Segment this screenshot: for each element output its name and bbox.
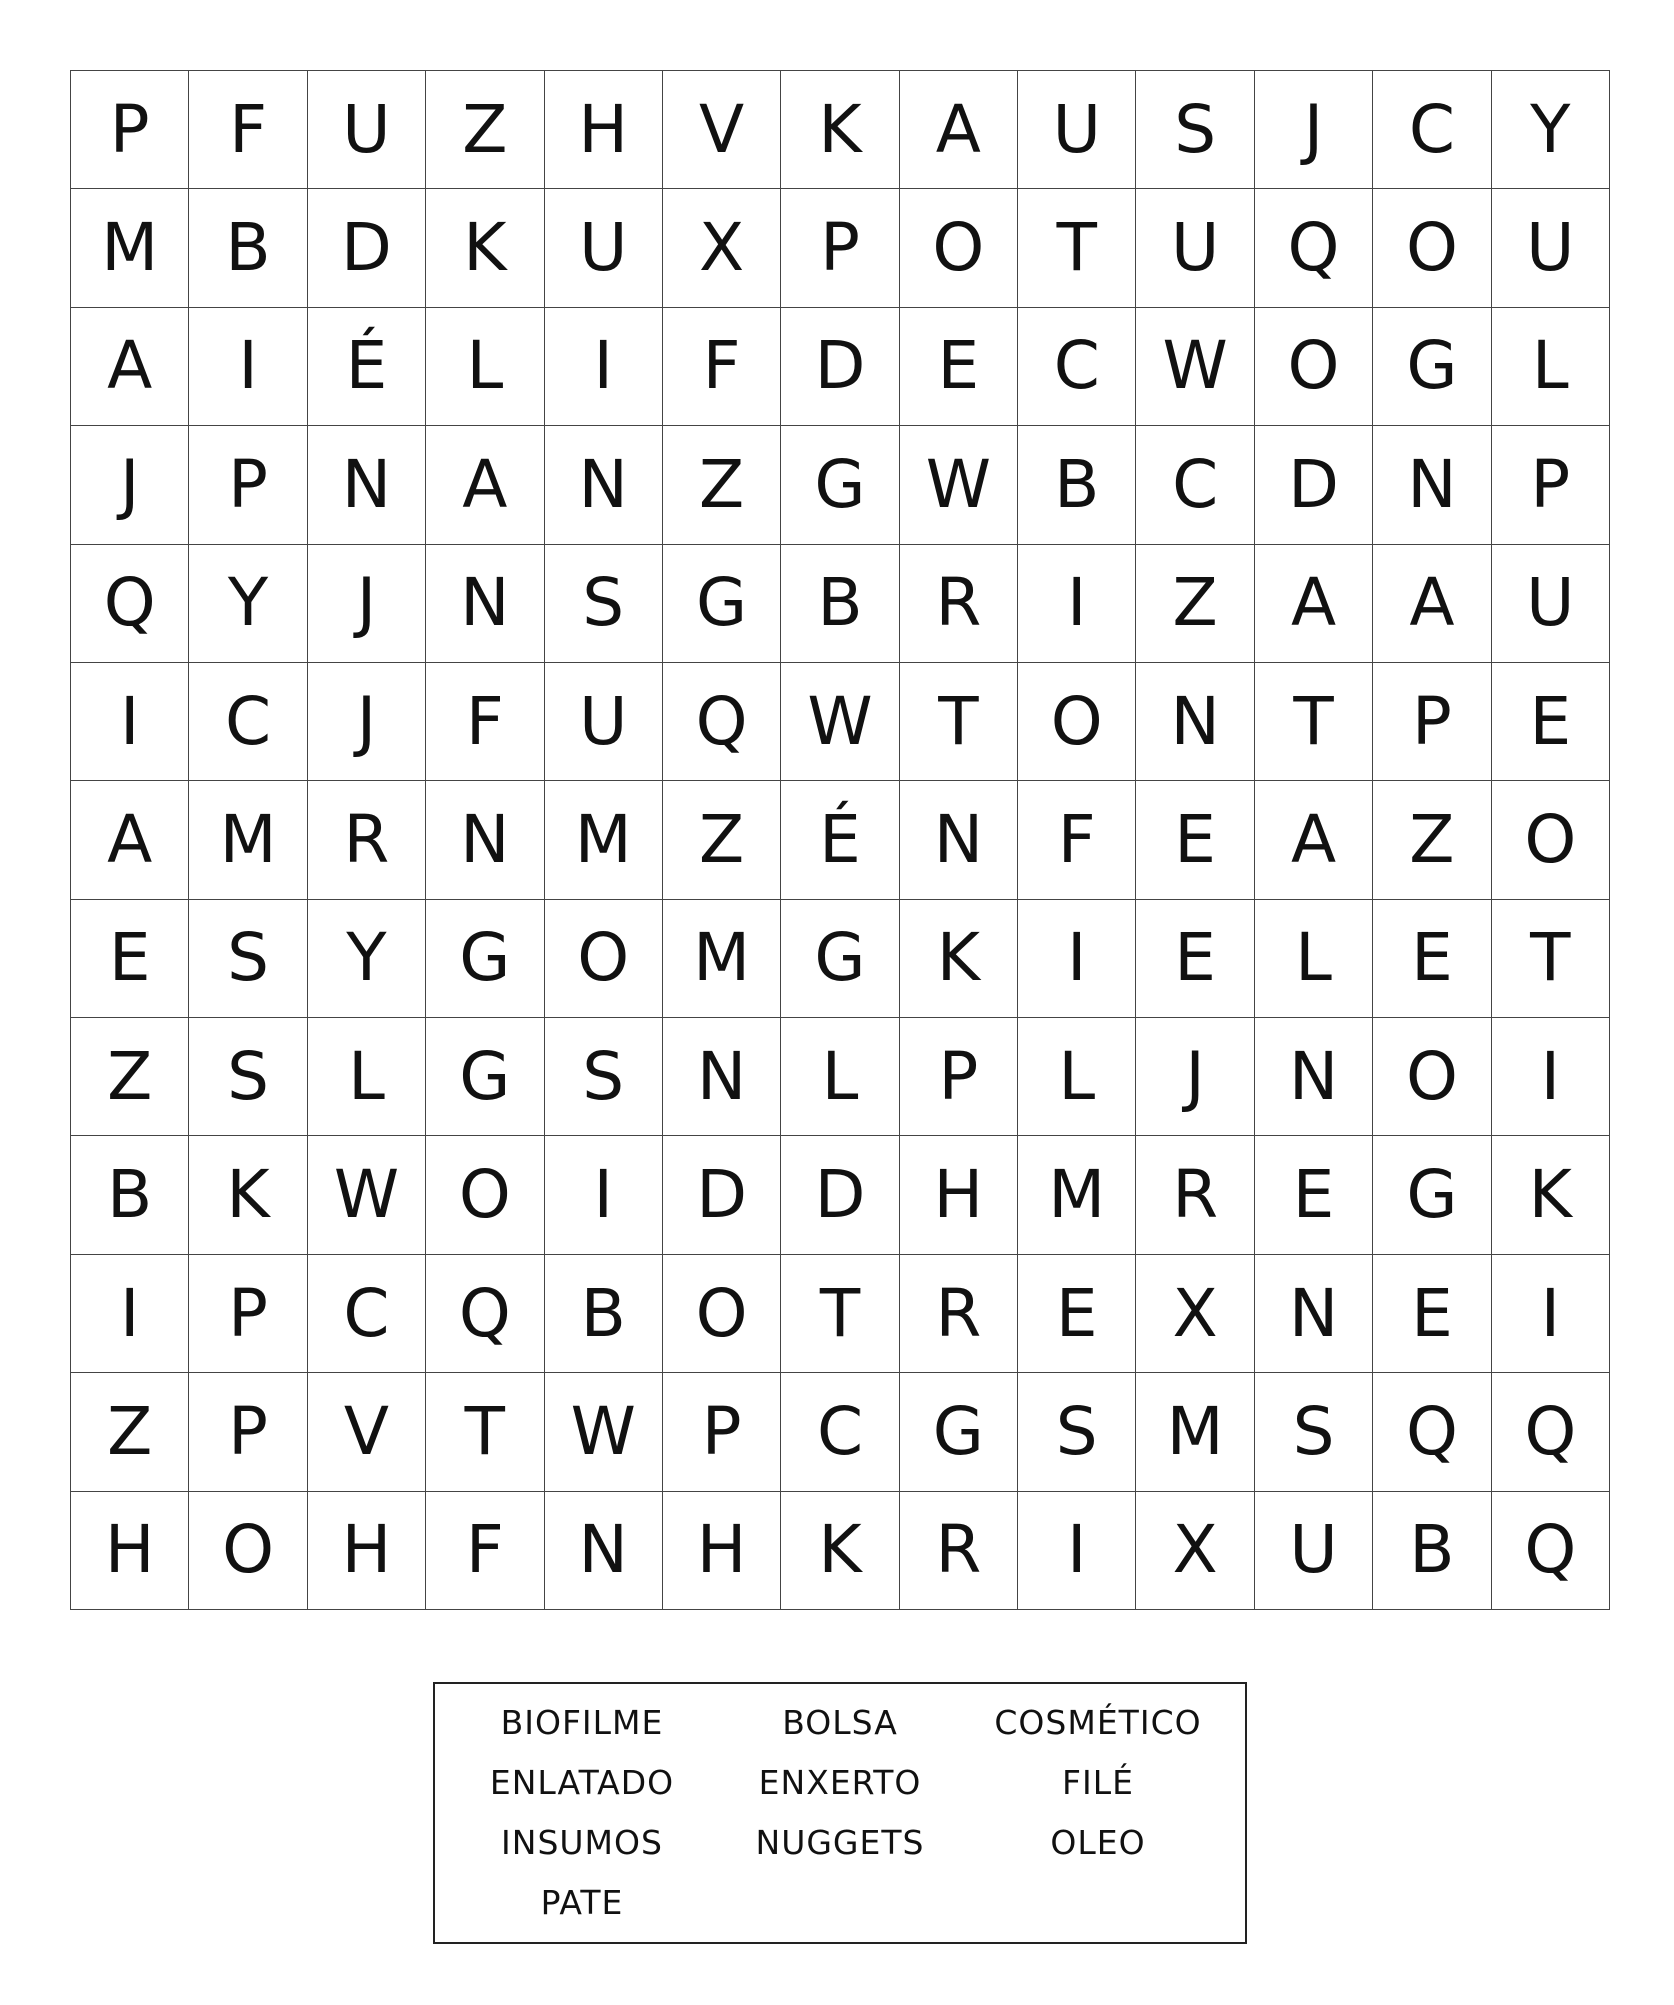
word-list-item: ENLATADO xyxy=(489,1762,675,1802)
grid-cell[interactable]: Y xyxy=(308,900,426,1018)
grid-cell[interactable]: N xyxy=(1255,1255,1373,1373)
grid-cell[interactable]: C xyxy=(1018,308,1136,426)
grid-cell[interactable]: Y xyxy=(1492,71,1610,189)
grid-cell[interactable]: M xyxy=(1018,1136,1136,1254)
grid-cell[interactable]: I xyxy=(545,308,663,426)
grid-cell[interactable]: K xyxy=(900,900,1018,1018)
grid-cell[interactable]: E xyxy=(1018,1255,1136,1373)
grid-cell[interactable]: V xyxy=(663,71,781,189)
grid-cell[interactable]: M xyxy=(545,781,663,899)
grid-cell[interactable]: T xyxy=(1492,900,1610,1018)
grid-cell[interactable]: G xyxy=(426,900,544,1018)
grid-cell[interactable]: B xyxy=(545,1255,663,1373)
grid-cell[interactable]: Z xyxy=(1136,545,1254,663)
grid-cell[interactable]: E xyxy=(1492,663,1610,781)
grid-cell[interactable]: R xyxy=(900,1255,1018,1373)
grid-cell[interactable]: É xyxy=(308,308,426,426)
grid-cell[interactable]: J xyxy=(71,426,189,544)
grid-cell[interactable]: L xyxy=(426,308,544,426)
grid-cell[interactable]: S xyxy=(189,900,307,1018)
grid-cell[interactable]: Q xyxy=(426,1255,544,1373)
grid-cell[interactable]: Q xyxy=(71,545,189,663)
grid-cell[interactable]: P xyxy=(663,1373,781,1491)
grid-cell[interactable]: Z xyxy=(663,426,781,544)
grid-cell[interactable]: N xyxy=(1136,663,1254,781)
grid-cell[interactable]: I xyxy=(1018,1492,1136,1610)
grid-cell[interactable]: I xyxy=(1018,900,1136,1018)
letter-grid xyxy=(70,70,1610,1610)
grid-cell[interactable]: M xyxy=(663,900,781,1018)
grid-cell[interactable]: A xyxy=(1373,545,1491,663)
grid-cell[interactable]: J xyxy=(1255,71,1373,189)
word-list-item: COSMÉTICO xyxy=(994,1702,1202,1742)
grid-cell[interactable]: F xyxy=(663,308,781,426)
grid-cell[interactable]: A xyxy=(426,426,544,544)
grid-cell[interactable]: H xyxy=(308,1492,426,1610)
grid-cell[interactable]: O xyxy=(1492,781,1610,899)
grid-cell[interactable]: C xyxy=(308,1255,426,1373)
grid-cell[interactable]: O xyxy=(900,189,1018,307)
grid-cell[interactable]: S xyxy=(545,1018,663,1136)
word-list-item: INSUMOS xyxy=(501,1822,663,1862)
grid-cell[interactable]: K xyxy=(426,189,544,307)
grid-cell[interactable]: J xyxy=(308,545,426,663)
grid-cell[interactable]: X xyxy=(1136,1255,1254,1373)
grid-cell[interactable]: M xyxy=(71,189,189,307)
grid-cell[interactable]: Y xyxy=(189,545,307,663)
grid-cell[interactable]: G xyxy=(900,1373,1018,1491)
grid-cell[interactable]: Q xyxy=(1255,189,1373,307)
grid-cell[interactable]: G xyxy=(781,426,899,544)
grid-cell[interactable]: R xyxy=(900,1492,1018,1610)
grid-cell[interactable]: I xyxy=(71,1255,189,1373)
grid-cell[interactable]: U xyxy=(545,189,663,307)
grid-cell[interactable]: V xyxy=(308,1373,426,1491)
grid-cell[interactable]: I xyxy=(1492,1255,1610,1373)
grid-cell[interactable]: H xyxy=(545,71,663,189)
grid-cell[interactable]: T xyxy=(781,1255,899,1373)
grid-cell[interactable]: E xyxy=(1373,1255,1491,1373)
grid-cell[interactable]: W xyxy=(900,426,1018,544)
grid-cell[interactable]: Q xyxy=(1492,1492,1610,1610)
grid-cell[interactable]: E xyxy=(71,900,189,1018)
word-list-item: BIOFILME xyxy=(500,1702,664,1742)
grid-cell[interactable]: B xyxy=(71,1136,189,1254)
grid-cell[interactable]: T xyxy=(1255,663,1373,781)
grid-cell[interactable]: A xyxy=(1255,545,1373,663)
grid-cell[interactable]: E xyxy=(1255,1136,1373,1254)
grid-cell[interactable]: I xyxy=(71,663,189,781)
grid-cell[interactable]: E xyxy=(1136,900,1254,1018)
grid-cell[interactable]: O xyxy=(545,900,663,1018)
grid-cell[interactable]: I xyxy=(1492,1018,1610,1136)
word-list-item: BOLSA xyxy=(782,1702,898,1742)
grid-cell[interactable]: L xyxy=(1018,1018,1136,1136)
grid-cell[interactable]: G xyxy=(1373,308,1491,426)
grid-cell[interactable]: A xyxy=(71,781,189,899)
grid-cell[interactable]: K xyxy=(189,1136,307,1254)
grid-cell[interactable]: D xyxy=(1255,426,1373,544)
grid-cell[interactable]: O xyxy=(1255,308,1373,426)
grid-cell[interactable]: A xyxy=(71,308,189,426)
grid-cell[interactable]: F xyxy=(189,71,307,189)
grid-cell[interactable]: O xyxy=(1373,189,1491,307)
grid-cell[interactable]: W xyxy=(545,1373,663,1491)
grid-cell[interactable]: N xyxy=(545,426,663,544)
grid-cell[interactable]: H xyxy=(663,1492,781,1610)
grid-cell[interactable]: H xyxy=(71,1492,189,1610)
grid-cell[interactable]: Q xyxy=(1373,1373,1491,1491)
word-list xyxy=(433,1682,1247,1944)
grid-cell[interactable]: A xyxy=(1255,781,1373,899)
grid-cell[interactable]: D xyxy=(308,189,426,307)
grid-cell[interactable]: U xyxy=(308,71,426,189)
grid-cell[interactable]: M xyxy=(189,781,307,899)
grid-cell[interactable]: Z xyxy=(663,781,781,899)
grid-cell[interactable]: O xyxy=(1018,663,1136,781)
grid-cell[interactable]: U xyxy=(1492,189,1610,307)
grid-cell[interactable]: P xyxy=(1373,663,1491,781)
grid-cell[interactable]: L xyxy=(1255,900,1373,1018)
grid-cell[interactable]: D xyxy=(781,1136,899,1254)
grid-cell[interactable]: L xyxy=(1492,308,1610,426)
grid-cell[interactable]: O xyxy=(1373,1018,1491,1136)
grid-cell[interactable]: É xyxy=(781,781,899,899)
grid-cell[interactable]: B xyxy=(781,545,899,663)
grid-cell[interactable]: C xyxy=(1136,426,1254,544)
grid-cell[interactable]: O xyxy=(189,1492,307,1610)
word-list-item: FILÉ xyxy=(1062,1762,1134,1802)
grid-cell[interactable]: N xyxy=(1373,426,1491,544)
word-list-item: PATE xyxy=(540,1882,624,1922)
grid-cell[interactable]: C xyxy=(781,1373,899,1491)
grid-cell[interactable]: P xyxy=(189,1373,307,1491)
grid-cell[interactable]: F xyxy=(1018,781,1136,899)
grid-cell[interactable]: Z xyxy=(1373,781,1491,899)
grid-cell[interactable]: O xyxy=(663,1255,781,1373)
grid-cell[interactable]: G xyxy=(1373,1136,1491,1254)
grid-cell[interactable]: X xyxy=(663,189,781,307)
grid-cell[interactable]: N xyxy=(1255,1018,1373,1136)
grid-cell[interactable]: B xyxy=(1373,1492,1491,1610)
grid-cell[interactable]: C xyxy=(1373,71,1491,189)
grid-cell[interactable]: T xyxy=(1018,189,1136,307)
grid-cell[interactable]: R xyxy=(308,781,426,899)
grid-cell[interactable]: J xyxy=(308,663,426,781)
grid-cell[interactable]: U xyxy=(1492,545,1610,663)
grid-cell[interactable]: L xyxy=(781,1018,899,1136)
grid-cell[interactable]: A xyxy=(900,71,1018,189)
grid-cell[interactable]: C xyxy=(189,663,307,781)
grid-cell[interactable]: U xyxy=(1136,189,1254,307)
grid-cell[interactable]: W xyxy=(781,663,899,781)
grid-cell[interactable]: U xyxy=(545,663,663,781)
grid-cell[interactable]: H xyxy=(900,1136,1018,1254)
grid-cell[interactable]: F xyxy=(426,663,544,781)
grid-cell[interactable]: K xyxy=(781,1492,899,1610)
grid-cell[interactable]: N xyxy=(900,781,1018,899)
grid-cell[interactable]: N xyxy=(545,1492,663,1610)
grid-cell[interactable]: B xyxy=(189,189,307,307)
grid-cell[interactable]: K xyxy=(781,71,899,189)
grid-cell[interactable]: N xyxy=(663,1018,781,1136)
grid-cell[interactable]: M xyxy=(1136,1373,1254,1491)
grid-cell[interactable]: S xyxy=(1255,1373,1373,1491)
grid-cell[interactable]: L xyxy=(308,1018,426,1136)
grid-cell[interactable]: E xyxy=(1373,900,1491,1018)
grid-cell[interactable]: E xyxy=(1136,781,1254,899)
grid-cell[interactable]: P xyxy=(1492,426,1610,544)
grid-cell[interactable]: D xyxy=(663,1136,781,1254)
grid-cell[interactable]: S xyxy=(189,1018,307,1136)
grid-cell[interactable]: W xyxy=(308,1136,426,1254)
grid-cell[interactable]: B xyxy=(1018,426,1136,544)
grid-cell[interactable]: J xyxy=(1136,1018,1254,1136)
grid-cell[interactable]: G xyxy=(426,1018,544,1136)
grid-cell[interactable]: Q xyxy=(663,663,781,781)
word-list-item: NUGGETS xyxy=(755,1822,925,1862)
grid-cell[interactable]: U xyxy=(1255,1492,1373,1610)
grid-cell[interactable]: S xyxy=(545,545,663,663)
grid-cell[interactable]: I xyxy=(545,1136,663,1254)
word-list-item: ENXERTO xyxy=(758,1762,922,1802)
grid-cell[interactable]: P xyxy=(900,1018,1018,1136)
grid-cell[interactable]: K xyxy=(1492,1136,1610,1254)
grid-cell[interactable]: N xyxy=(426,781,544,899)
grid-cell[interactable]: D xyxy=(781,308,899,426)
grid-cell[interactable]: U xyxy=(1018,71,1136,189)
grid-cell[interactable]: N xyxy=(426,545,544,663)
grid-cell[interactable]: O xyxy=(426,1136,544,1254)
grid-cell[interactable]: S xyxy=(1136,71,1254,189)
grid-cell[interactable]: Q xyxy=(1492,1373,1610,1491)
grid-cell[interactable]: R xyxy=(900,545,1018,663)
grid-cell[interactable]: P xyxy=(781,189,899,307)
grid-cell[interactable]: X xyxy=(1136,1492,1254,1610)
grid-cell[interactable]: P xyxy=(71,71,189,189)
grid-cell[interactable]: I xyxy=(1018,545,1136,663)
grid-cell[interactable]: P xyxy=(189,1255,307,1373)
grid-cell[interactable]: I xyxy=(189,308,307,426)
grid-cell[interactable]: Z xyxy=(426,71,544,189)
grid-cell[interactable]: G xyxy=(663,545,781,663)
grid-cell[interactable]: S xyxy=(1018,1373,1136,1491)
grid-cell[interactable]: Z xyxy=(71,1018,189,1136)
grid-cell[interactable]: E xyxy=(900,308,1018,426)
grid-cell[interactable]: N xyxy=(308,426,426,544)
grid-cell[interactable]: T xyxy=(426,1373,544,1491)
word-list-item: OLEO xyxy=(1050,1822,1146,1862)
grid-cell[interactable]: P xyxy=(189,426,307,544)
grid-cell[interactable]: R xyxy=(1136,1136,1254,1254)
grid-cell[interactable]: W xyxy=(1136,308,1254,426)
grid-cell[interactable]: F xyxy=(426,1492,544,1610)
grid-cell[interactable]: T xyxy=(900,663,1018,781)
grid-cell[interactable]: G xyxy=(781,900,899,1018)
grid-cell[interactable]: Z xyxy=(71,1373,189,1491)
